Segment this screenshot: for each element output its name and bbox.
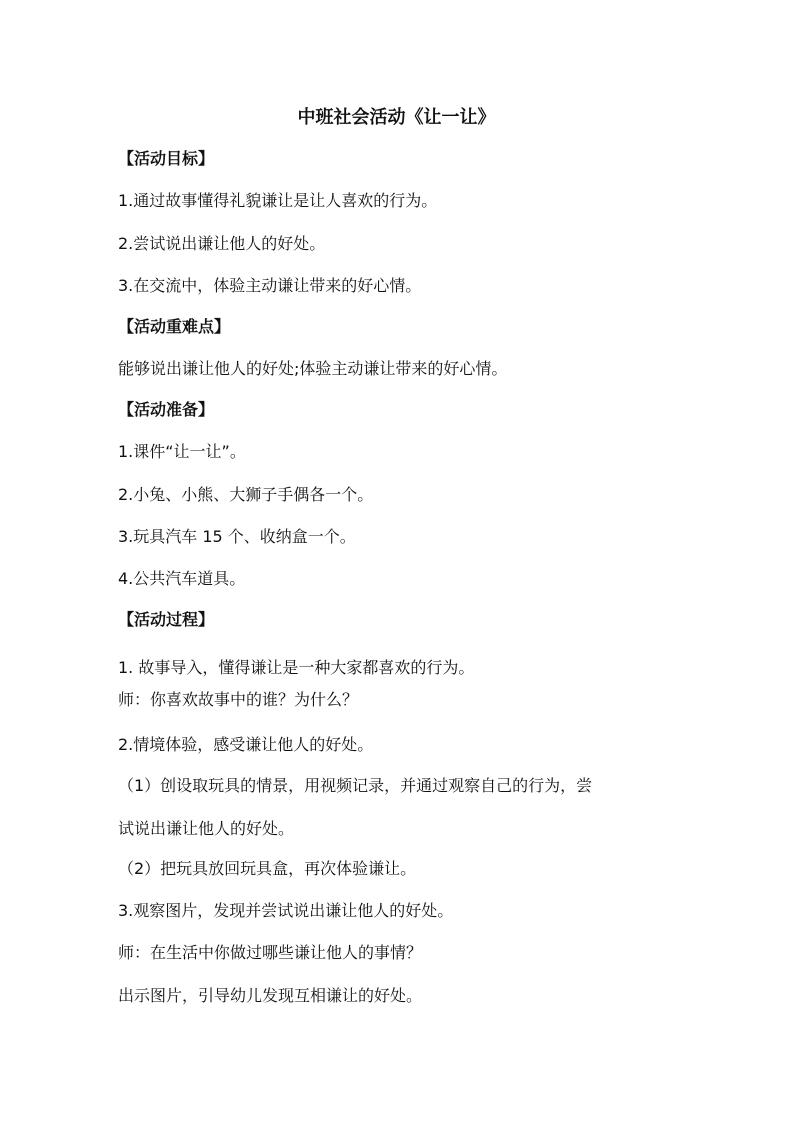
document-title: 中班社会活动《让一让》 xyxy=(297,107,496,128)
process-line-6: （2）把玩具放回玩具盒，再次体验谦让。 xyxy=(118,859,417,878)
section-heading-preparation: 【活动准备】 xyxy=(118,400,215,419)
section-heading-key-points: 【活动重难点】 xyxy=(118,317,231,336)
process-line-1: 1. 故事导入，懂得谦让是一种大家都喜欢的行为。 xyxy=(118,658,475,677)
process-line-4: （1）创设取玩具的情景，用视频记录，并通过观察自己的行为，尝 xyxy=(118,776,593,795)
process-line-5: 试说出谦让他人的好处。 xyxy=(118,819,295,838)
preparation-line-2: 2.小兔、小熊、大狮子手偶各一个。 xyxy=(118,485,374,504)
section-heading-goals: 【活动目标】 xyxy=(118,149,215,168)
goal-line-2: 2.尝试说出谦让他人的好处。 xyxy=(118,234,326,253)
process-line-8: 师：在生活中你做过哪些谦让他人的事情？ xyxy=(118,943,423,962)
process-line-3: 2.情境体验，感受谦让他人的好处。 xyxy=(118,735,374,754)
process-line-7: 3.观察图片，发现并尝试说出谦让他人的好处。 xyxy=(118,901,454,920)
section-heading-process: 【活动过程】 xyxy=(118,610,215,629)
preparation-line-4: 4.公共汽车道具。 xyxy=(118,569,246,588)
process-line-9: 出示图片，引导幼儿发现互相谦让的好处。 xyxy=(118,986,423,1005)
preparation-line-1: 1.课件“让一让”。 xyxy=(118,442,246,461)
preparation-line-3: 3.玩具汽车 15 个、收纳盒一个。 xyxy=(118,527,356,546)
goal-line-3: 3.在交流中，体验主动谦让带来的好心情。 xyxy=(118,276,422,295)
key-points-line-1: 能够说出谦让他人的好处;体验主动谦让带来的好心情。 xyxy=(118,359,508,378)
process-line-2: 师：你喜欢故事中的谁？为什么？ xyxy=(118,690,359,709)
goal-line-1: 1.通过故事懂得礼貌谦让是让人喜欢的行为。 xyxy=(118,191,438,210)
